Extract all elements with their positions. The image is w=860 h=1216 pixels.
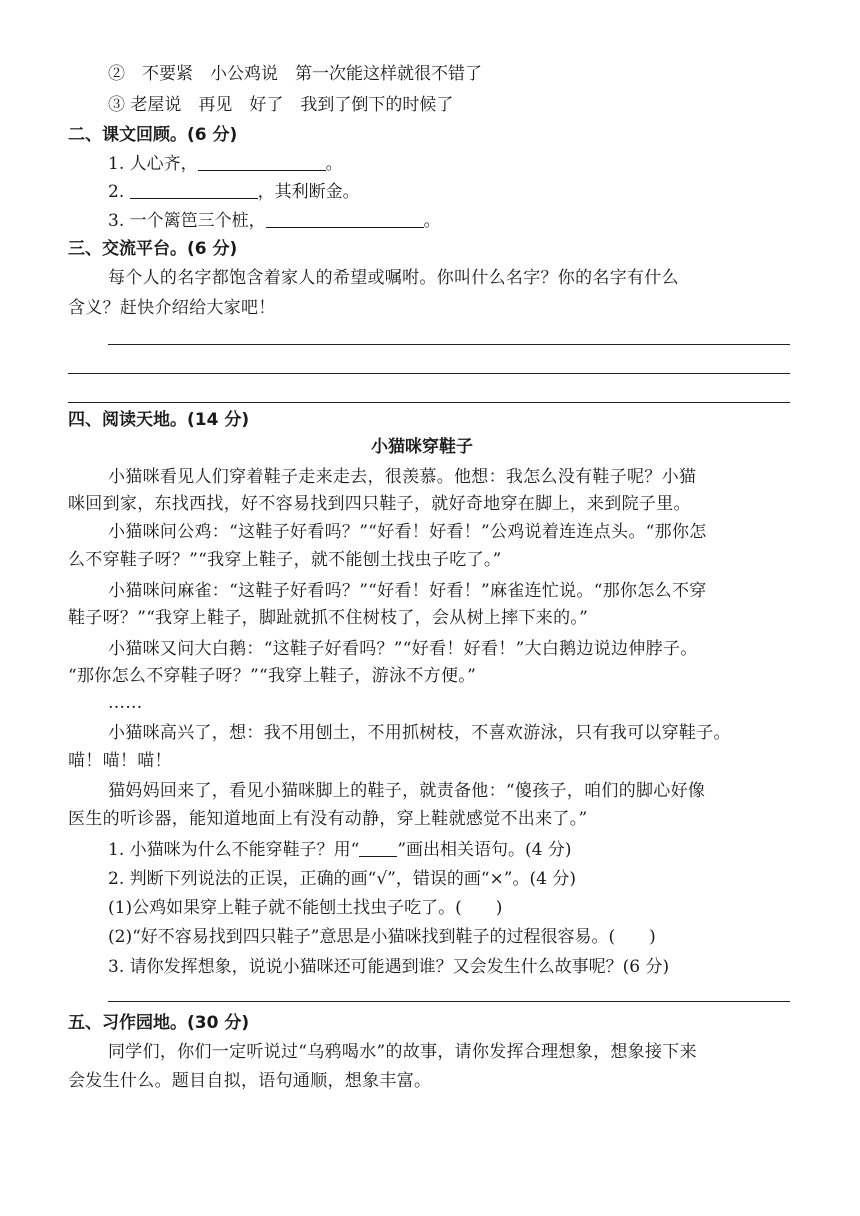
- story-ellipsis: ……: [108, 693, 143, 713]
- answer-line[interactable]: [68, 373, 790, 374]
- story-line: 猫妈妈回来了，看见小猫咪脚上的鞋子，就责备他：“傻孩子，咱们的脚心好像: [108, 781, 706, 801]
- section3-prompt-line-1: 每个人的名字都饱含着家人的希望或嘱咐。你叫什么名字？你的名字有什么: [108, 268, 679, 288]
- answer-line[interactable]: [108, 344, 790, 345]
- answer-item-3: ③ 老屋说 再见 好了 我到了倒下的时候了: [108, 95, 454, 115]
- story-line: 么不穿鞋子呀？”“我穿上鞋子，就不能刨土找虫子吃了。”: [68, 550, 502, 570]
- story-line: 小猫咪又问大白鹅：“这鞋子好看吗？”“好看！好看！”大白鹅边说边伸脖子。: [108, 639, 698, 659]
- section4-question-3: 3. 请你发挥想象，说说小猫咪还可能遇到谁？又会发生什么故事呢？(6 分): [108, 957, 670, 977]
- section2-question-2: [108, 180, 360, 204]
- q1-suffix: ”画出相关语句。(4 分): [397, 840, 572, 860]
- story-line: 咪回到家，东找西找，好不容易找到四只鞋子，就好奇地穿在脚上，来到院子里。: [68, 494, 691, 514]
- q2-prefix: 2.: [108, 182, 125, 202]
- answer-item-2: ② 不要紧 小公鸡说 第一次能这样就很不错了: [108, 64, 482, 84]
- story-line: 小猫咪高兴了，想：我不用刨土，不用抓树枝，不喜欢游泳，只有我可以穿鞋子。: [108, 723, 731, 743]
- q3-prefix: 3. 一个篱笆三个桩，: [108, 211, 266, 231]
- story-line: 小猫咪问公鸡：“这鞋子好看吗？”“好看！好看！”公鸡说着连连点头。“那你怎: [108, 522, 707, 542]
- q1-prefix: 1. 人心齐，: [108, 154, 198, 174]
- q2-suffix: ，其利断金。: [257, 182, 360, 202]
- answer-line[interactable]: [68, 402, 790, 403]
- story-line: 喵！喵！喵！: [68, 751, 172, 771]
- fill-blank[interactable]: [266, 210, 424, 228]
- underline-sample: [359, 839, 397, 857]
- section2-question-1: [108, 152, 343, 176]
- section4-question-1: [108, 838, 572, 862]
- story-line: 鞋子呀？”“我穿上鞋子，脚趾就抓不住树枝了，会从树上摔下来的。”: [68, 608, 589, 628]
- fill-blank[interactable]: [198, 153, 326, 171]
- section5-prompt-line-2: 会发生什么。题目自拟，语句通顺，想象丰富。: [68, 1071, 432, 1091]
- fill-blank[interactable]: [130, 181, 258, 199]
- story-line: 小猫咪问麻雀：“这鞋子好看吗？”“好看！好看！”麻雀连忙说。“那你怎么不穿: [108, 581, 707, 601]
- q1-prefix: 1. 小猫咪为什么不能穿鞋子？用“: [108, 840, 360, 860]
- section4-question-2-1: (1)公鸡如果穿上鞋子就不能刨土找虫子吃了。( ): [108, 898, 503, 918]
- section2-question-3: [108, 209, 441, 233]
- section3-heading: 三、交流平台。(6 分): [68, 239, 238, 259]
- section4-heading: 四、阅读天地。(14 分): [68, 410, 250, 430]
- q1-suffix: 。: [325, 154, 343, 174]
- story-line: “那你怎么不穿鞋子呀？”“我穿上鞋子，游泳不方便。”: [68, 666, 477, 686]
- story-line: 医生的听诊器，能知道地面上有没有动静，穿上鞋就感觉不出来了。”: [68, 809, 588, 829]
- q3-suffix: 。: [423, 211, 441, 231]
- section2-heading: 二、课文回顾。(6 分): [68, 125, 238, 145]
- section5-heading: 五、习作园地。(30 分): [68, 1013, 250, 1033]
- section5-prompt-line-1: 同学们，你们一定听说过“乌鸦喝水”的故事，请你发挥合理想象，想象接下来: [108, 1042, 697, 1062]
- section3-prompt-line-2: 含义？赶快介绍给大家吧！: [68, 298, 276, 318]
- section4-question-2: 2. 判断下列说法的正误，正确的画“√”，错误的画“×”。(4 分): [108, 869, 576, 889]
- answer-line[interactable]: [108, 1001, 790, 1002]
- section4-question-2-2: (2)“好不容易找到四只鞋子”意思是小猫咪找到鞋子的过程很容易。( ): [108, 927, 656, 947]
- story-title: 小猫咪穿鞋子: [371, 437, 473, 457]
- story-line: 小猫咪看见人们穿着鞋子走来走去，很羡慕。他想：我怎么没有鞋子呢？小猫: [108, 467, 697, 487]
